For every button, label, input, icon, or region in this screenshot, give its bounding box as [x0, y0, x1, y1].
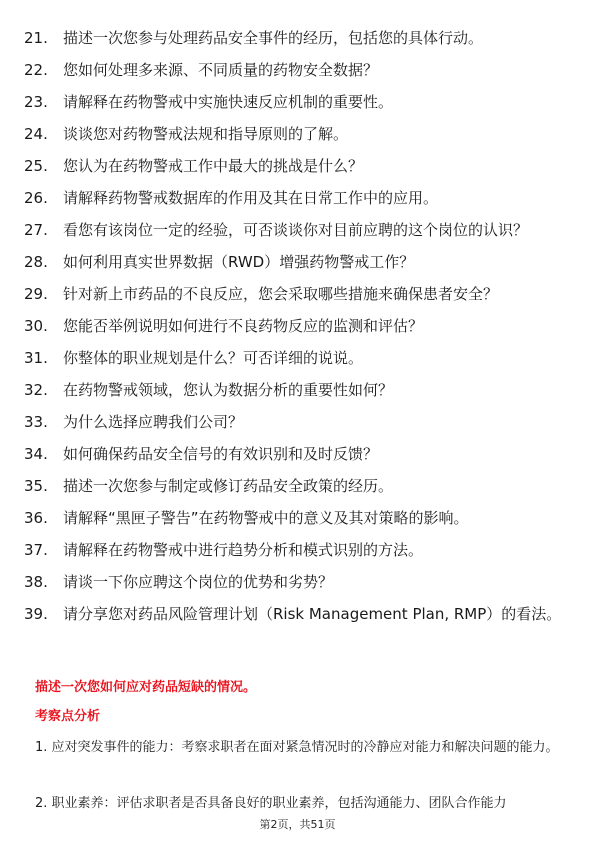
- question-text: 如何利用真实世界数据（RWD）增强药物警戒工作？: [63, 253, 415, 271]
- question-number: 21.: [24, 29, 48, 47]
- question-number: 38.: [24, 573, 48, 591]
- question-item: [24, 506, 574, 530]
- question-item: [24, 186, 574, 210]
- question-item: [24, 282, 574, 306]
- question-text: 看您有该岗位一定的经验，可否谈谈你对目前应聘的这个岗位的认识？: [63, 221, 529, 239]
- question-item: [24, 314, 574, 338]
- question-number: 30.: [24, 317, 48, 335]
- question-number: 37.: [24, 541, 48, 559]
- analysis-point-2: 2. 职业素养：评估求职者是否具备良好的职业素养，包括沟通能力、团队合作能力: [35, 796, 507, 811]
- question-text: 描述一次您参与制定或修订药品安全政策的经历。: [63, 477, 394, 495]
- question-number: 27.: [24, 221, 48, 239]
- analysis-point-1: 1. 应对突发事件的能力：考察求职者在面对紧急情况时的冷静应对能力和解决问题的能力。: [35, 740, 559, 755]
- question-text: 您能否举例说明如何进行不良药物反应的监测和评估？: [63, 317, 424, 335]
- question-number: 32.: [24, 381, 48, 399]
- page-footer: 第2页，共51页: [259, 818, 336, 831]
- question-item: [24, 538, 574, 562]
- question-text: 请解释药物警戒数据库的作用及其在日常工作中的应用。: [63, 189, 439, 207]
- question-item: [24, 218, 574, 242]
- question-text: 在药物警戒领域，您认为数据分析的重要性如何？: [63, 381, 394, 399]
- question-text: 你整体的职业规划是什么？可否详细的说说。: [63, 349, 364, 367]
- question-text: 请解释在药物警戒中进行趋势分析和模式识别的方法。: [63, 541, 424, 559]
- question-text: 描述一次您参与处理药品安全事件的经历，包括您的具体行动。: [63, 29, 484, 47]
- question-number: 23.: [24, 93, 48, 111]
- question-item: [24, 58, 574, 82]
- question-number: 24.: [24, 125, 48, 143]
- question-number: 35.: [24, 477, 48, 495]
- analysis-heading: 考察点分析: [35, 709, 101, 724]
- question-text: 为什么选择应聘我们公司？: [63, 413, 244, 431]
- question-number: 25.: [24, 157, 48, 175]
- question-item: [24, 90, 574, 114]
- question-item: [24, 346, 574, 370]
- question-item: [24, 250, 574, 274]
- question-number: 29.: [24, 285, 48, 303]
- question-item: [24, 26, 574, 50]
- question-number: 36.: [24, 509, 48, 527]
- question-text: 请解释“黑匣子警告”在药物警戒中的意义及其对策略的影响。: [63, 509, 469, 527]
- question-item: [24, 410, 574, 434]
- question-number: 22.: [24, 61, 48, 79]
- question-text: 您如何处理多来源、不同质量的药物安全数据？: [63, 61, 379, 79]
- question-item: [24, 122, 574, 146]
- question-item: [24, 474, 574, 498]
- section-title: 描述一次您如何应对药品短缺的情况。: [35, 680, 257, 695]
- question-item: [24, 442, 574, 466]
- question-text: 谈谈您对药物警戒法规和指导原则的了解。: [63, 125, 349, 143]
- question-text: 针对新上市药品的不良反应，您会采取哪些措施来确保患者安全？: [63, 285, 499, 303]
- question-item: [24, 602, 574, 626]
- question-number: 34.: [24, 445, 48, 463]
- question-text: 如何确保药品安全信号的有效识别和及时反馈？: [63, 445, 379, 463]
- question-list: [24, 26, 574, 634]
- question-number: 31.: [24, 349, 48, 367]
- question-item: [24, 378, 574, 402]
- question-number: 26.: [24, 189, 48, 207]
- question-number: 39.: [24, 605, 48, 623]
- question-text: 您认为在药物警戒工作中最大的挑战是什么？: [63, 157, 364, 175]
- question-text: 请解释在药物警戒中实施快速反应机制的重要性。: [63, 93, 394, 111]
- question-number: 28.: [24, 253, 48, 271]
- question-item: [24, 570, 574, 594]
- question-text: 请分享您对药品风险管理计划（Risk Management Plan, RMP）的看法。: [63, 605, 562, 623]
- question-number: 33.: [24, 413, 48, 431]
- question-item: [24, 154, 574, 178]
- question-text: 请谈一下你应聘这个岗位的优势和劣势？: [63, 573, 334, 591]
